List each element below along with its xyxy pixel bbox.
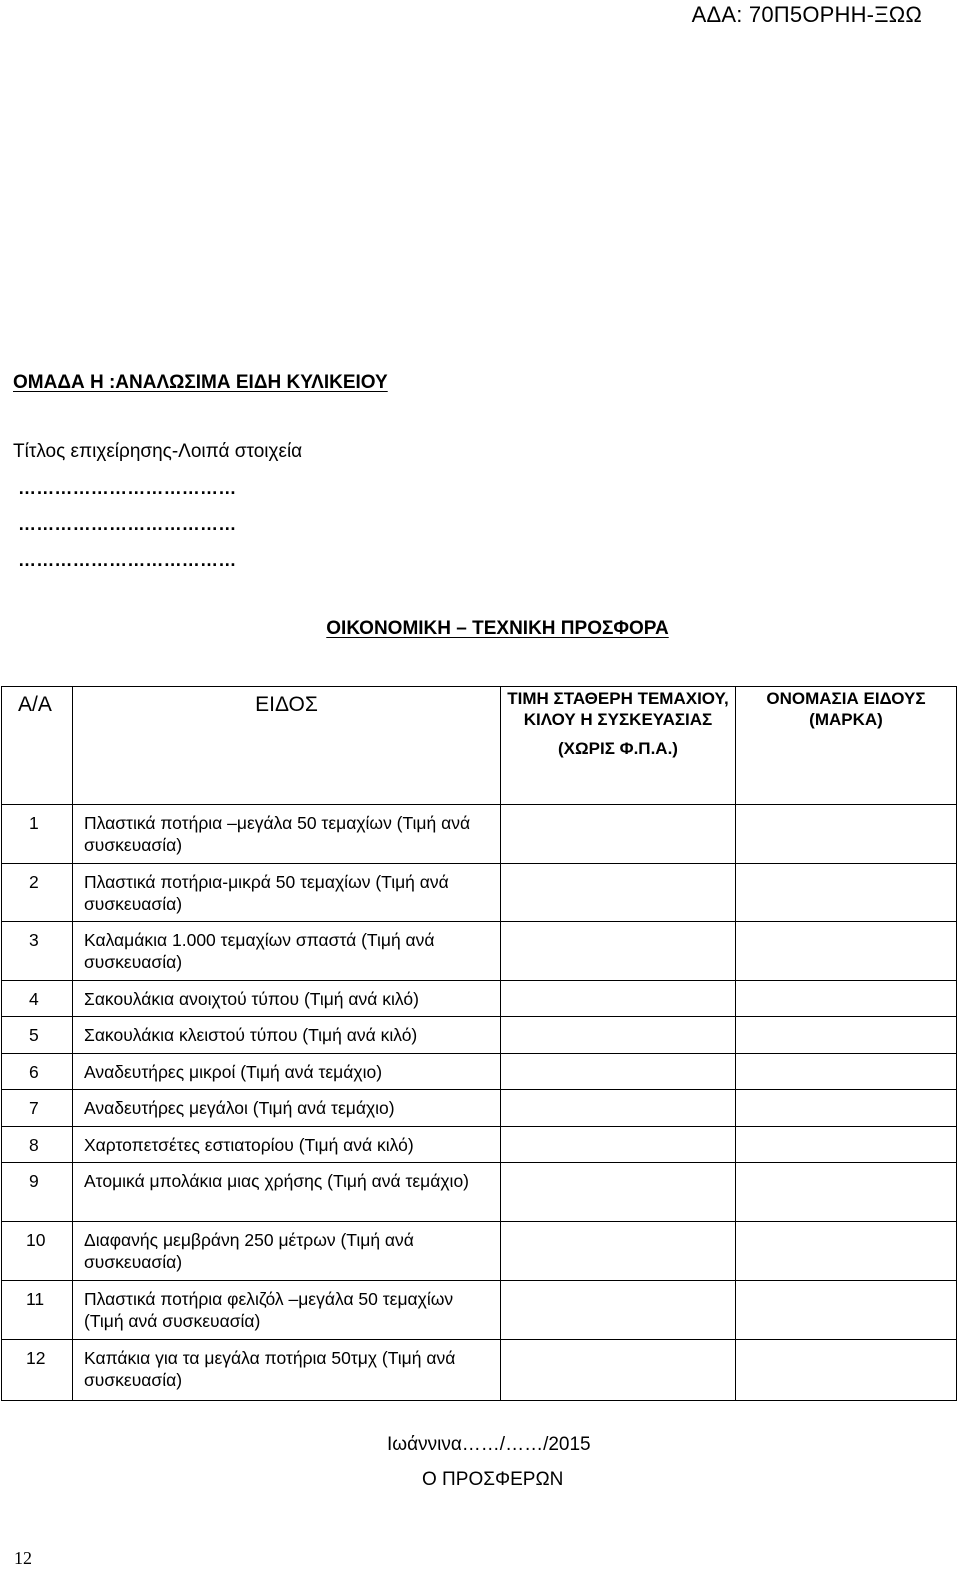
row-number: 5 <box>2 1017 73 1054</box>
table-row <box>2 1281 957 1340</box>
row-price-cell[interactable] <box>501 922 736 981</box>
row-number: 4 <box>2 981 73 1017</box>
row-description: Πλαστικά ποτήρια-μικρά 50 τεμαχίων (Τιμή ανά συσκευασία) <box>73 864 501 922</box>
row-description: Καπάκια για τα μεγάλα ποτήρια 50τμχ (Τιμή ανά συσκευασία) <box>73 1340 501 1401</box>
row-number: 9 <box>2 1163 73 1222</box>
row-description: Διαφανής μεμβράνη 250 μέτρων (Τιμή ανά συσκευασία) <box>73 1222 501 1281</box>
row-description: Αναδευτήρες μικροί (Τιμή ανά τεμάχιο) <box>73 1054 501 1090</box>
row-description: Πλαστικά ποτήρια –μεγάλα 50 τεμαχίων (Τιμή ανά συσκευασία) <box>73 805 501 864</box>
table-row <box>2 1127 957 1163</box>
row-price-cell[interactable] <box>501 1163 736 1222</box>
business-dots-line-2: ……………………………… <box>18 514 237 534</box>
row-brand-cell[interactable] <box>736 1054 957 1090</box>
business-dots-line-1: ……………………………… <box>18 478 237 498</box>
row-description: Πλαστικά ποτήρια φελιζόλ –μεγάλα 50 τεμαχίων (Τιμή ανά συσκευασία) <box>73 1281 501 1340</box>
row-brand-cell[interactable] <box>736 805 957 864</box>
row-brand-cell[interactable] <box>736 1090 957 1127</box>
signer-label: Ο ΠΡΟΣΦΕΡΩΝ <box>422 1469 564 1490</box>
business-label: Τίτλος επιχείρησης-Λοιπά στοιχεία <box>13 441 303 462</box>
table-row <box>2 1222 957 1281</box>
row-price-cell[interactable] <box>501 805 736 864</box>
row-price-cell[interactable] <box>501 1054 736 1090</box>
row-number: 12 <box>2 1340 73 1401</box>
row-description: Ατομικά μπολάκια μιας χρήσης (Τιμή ανά τεμάχιο) <box>73 1163 501 1222</box>
row-number: 10 <box>2 1222 73 1281</box>
row-brand-cell[interactable] <box>736 864 957 922</box>
row-price-cell[interactable] <box>501 1340 736 1401</box>
row-number: 11 <box>2 1281 73 1340</box>
row-description: Χαρτοπετσέτες εστιατορίου (Τιμή ανά κιλό) <box>73 1127 501 1163</box>
place-date: Ιωάννινα……/……/2015 <box>387 1434 591 1455</box>
row-brand-cell[interactable] <box>736 1127 957 1163</box>
row-description: Καλαμάκια 1.000 τεμαχίων σπαστά (Τιμή ανά συσκευασία) <box>73 922 501 981</box>
row-description: Αναδευτήρες μεγάλοι (Τιμή ανά τεμάχιο) <box>73 1090 501 1127</box>
row-brand-cell[interactable] <box>736 1163 957 1222</box>
header-price-label: ΤΙΜΗ ΣΤΑΘΕΡΗ ΤΕΜΑΧΙΟΥ, ΚΙΛΟΥ Η ΣΥΣΚΕΥΑΣΙΑΣ <box>507 689 729 729</box>
row-price-cell[interactable] <box>501 1017 736 1054</box>
table-row <box>2 1340 957 1401</box>
row-brand-cell[interactable] <box>736 981 957 1017</box>
row-number: 6 <box>2 1054 73 1090</box>
table-row <box>2 981 957 1017</box>
row-price-cell[interactable] <box>501 1127 736 1163</box>
row-price-cell[interactable] <box>501 1090 736 1127</box>
row-number: 3 <box>2 922 73 981</box>
row-price-cell[interactable] <box>501 1222 736 1281</box>
business-dots-line-3: ……………………………… <box>18 550 237 570</box>
table-row <box>2 1163 957 1222</box>
row-number: 1 <box>2 805 73 864</box>
header-brand: ΟΝΟΜΑΣΙΑ ΕΙΔΟΥΣ (ΜΑΡΚΑ) <box>736 687 957 805</box>
table-row <box>2 1054 957 1090</box>
ada-code: ΑΔΑ: 70Π5ΟΡΗΗ-ΞΩΩ <box>691 2 922 27</box>
row-price-cell[interactable] <box>501 981 736 1017</box>
table-header-row <box>2 687 957 805</box>
header-price-vat-note: (ΧΩΡΙΣ Φ.Π.Α.) <box>558 739 678 758</box>
table-row <box>2 1017 957 1054</box>
table-row <box>2 922 957 981</box>
row-brand-cell[interactable] <box>736 1281 957 1340</box>
header-aa: Α/Α <box>2 687 73 805</box>
row-price-cell[interactable] <box>501 864 736 922</box>
row-description: Σακουλάκια κλειστού τύπου (Τιμή ανά κιλό) <box>73 1017 501 1054</box>
row-number: 8 <box>2 1127 73 1163</box>
table-row <box>2 864 957 922</box>
row-price-cell[interactable] <box>501 1281 736 1340</box>
header-item: ΕΙΔΟΣ <box>73 687 501 805</box>
row-number: 2 <box>2 864 73 922</box>
row-number: 7 <box>2 1090 73 1127</box>
offer-title: ΟΙΚΟΝΟΜΙΚΗ – ΤΕΧΝΙΚΗ ΠΡΟΣΦΟΡΑ <box>326 618 669 639</box>
row-description: Σακουλάκια ανοιχτού τύπου (Τιμή ανά κιλό) <box>73 981 501 1017</box>
table-row <box>2 1090 957 1127</box>
row-brand-cell[interactable] <box>736 922 957 981</box>
table-row <box>2 805 957 864</box>
group-title: ΟΜΑΔΑ Η :ΑΝΑΛΩΣΙΜΑ ΕΙΔΗ ΚΥΛΙΚΕΙΟΥ <box>13 372 388 393</box>
page-number: 12 <box>14 1548 32 1568</box>
row-brand-cell[interactable] <box>736 1222 957 1281</box>
header-price <box>501 687 736 805</box>
row-brand-cell[interactable] <box>736 1017 957 1054</box>
row-brand-cell[interactable] <box>736 1340 957 1401</box>
offer-table <box>1 686 957 1401</box>
